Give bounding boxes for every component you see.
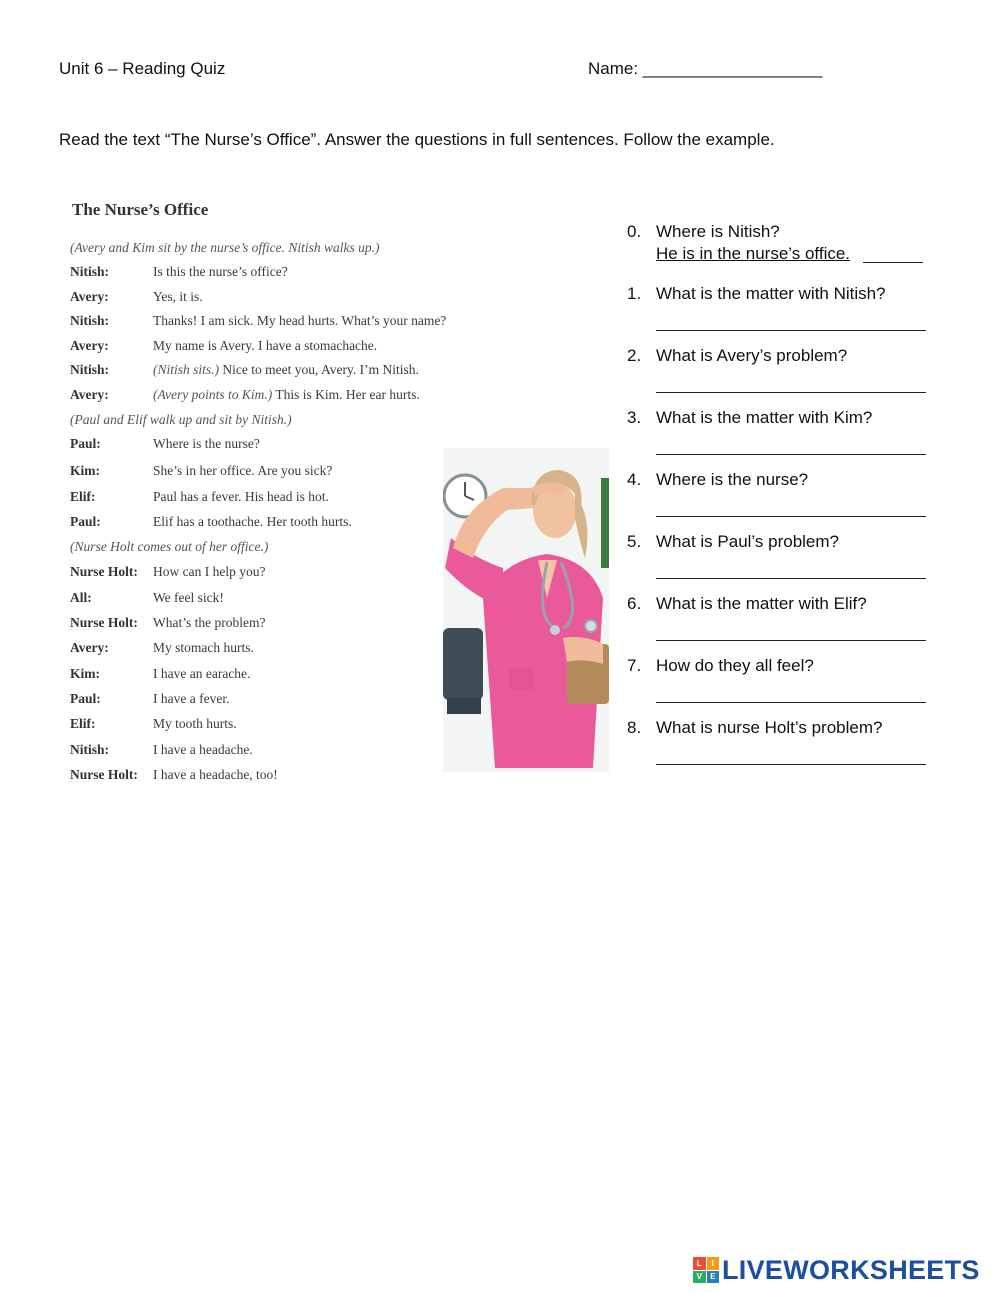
question-text: What is nurse Holt’s problem? [656, 718, 883, 737]
dialog-text [153, 264, 288, 280]
speaker-name: Nurse Holt: [70, 564, 138, 579]
dialog-text [153, 514, 352, 530]
dialog-speech: How can I help you? [153, 564, 266, 579]
example-answer: He is in the nurse’s office. [656, 244, 851, 263]
question-number: 6. [627, 594, 642, 613]
dialog-text [153, 338, 377, 354]
dialog-speech: I have an earache. [153, 666, 251, 681]
logo-mark-letter: V [693, 1271, 706, 1284]
dialog-speech: I have a headache. [153, 742, 253, 757]
dialog-speech: My tooth hurts. [153, 716, 237, 731]
question-number: 1. [627, 284, 642, 303]
story-panel [70, 200, 630, 782]
question-text: What is the matter with Elif? [656, 594, 867, 613]
answer-blank[interactable] [656, 640, 926, 641]
answer-blank[interactable] [656, 702, 926, 703]
dialog-text [153, 640, 254, 656]
dialog-text [153, 362, 419, 378]
speaker-name: Avery: [70, 338, 109, 353]
dialog-speech: I have a fever. [153, 691, 230, 706]
stage-direction-text: (Avery and Kim sit by the nurse’s office. Nitish walks up.) [70, 240, 380, 255]
speaker-name: Nitish: [70, 362, 110, 377]
logo-mark-icon [693, 1257, 719, 1283]
answer-blank[interactable] [656, 764, 926, 765]
speaker-name: Kim: [70, 463, 100, 478]
name-field-label: Name: ___________________ [588, 59, 823, 78]
dialog-text [153, 564, 265, 580]
dialog-speech: Where is the nurse? [153, 436, 260, 451]
instructions: Read the text “The Nurse’s Office”. Answer the questions in full sentences. Follow the example. [59, 130, 775, 149]
speaker-name: Elif: [70, 716, 96, 731]
question-text: What is the matter with Kim? [656, 408, 873, 427]
dialog-text [153, 489, 329, 505]
dialog-speech: Is this the nurse’s office? [153, 264, 288, 279]
logo-mark-letter: L [693, 1257, 706, 1270]
answer-blank[interactable] [656, 516, 926, 517]
dialog-text [153, 436, 260, 452]
question-text: How do they all feel? [656, 656, 814, 675]
speaker-name: Nurse Holt: [70, 767, 138, 782]
dialog-text [153, 590, 224, 606]
question-text: What is Avery’s problem? [656, 346, 848, 365]
stage-direction [70, 412, 292, 428]
question-text: Where is Nitish? [656, 222, 780, 241]
speaker-name: Nitish: [70, 742, 110, 757]
answer-blank[interactable] [656, 454, 926, 455]
stage-direction [70, 240, 379, 256]
dialog-speech: Paul has a fever. His head is hot. [153, 489, 329, 504]
dialog-speech: Nice to meet you, Avery. I’m Nitish. [219, 362, 419, 377]
dialog-text [153, 691, 229, 707]
dialog-text [153, 313, 446, 329]
question-number: 0. [627, 222, 642, 241]
stage-direction [70, 539, 268, 555]
dialog-speech: Thanks! I am sick. My head hurts. What’s your name? [153, 313, 447, 328]
speaker-name: Avery: [70, 640, 109, 655]
speaker-name: Avery: [70, 387, 109, 402]
dialog-text [153, 387, 420, 403]
dialog-text [153, 463, 332, 479]
dialog-speech: This is Kim. Her ear hurts. [272, 387, 420, 402]
answer-underline [863, 262, 923, 263]
dialog-speech: My stomach hurts. [153, 640, 254, 655]
dialog-speech: Elif has a toothache. Her tooth hurts. [153, 514, 352, 529]
speaker-name: All: [70, 590, 92, 605]
speaker-name: Kim: [70, 666, 100, 681]
dialog-text [153, 615, 265, 631]
logo-mark-letter: I [707, 1257, 720, 1270]
speaker-name: Paul: [70, 691, 101, 706]
speaker-name: Paul: [70, 514, 101, 529]
logo-mark-letter: E [707, 1271, 720, 1284]
dialog-speech: I have a headache, too! [153, 767, 278, 782]
stage-direction-text: (Paul and Elif walk up and sit by Nitish.) [70, 412, 292, 427]
dialog-text [153, 289, 203, 305]
dialog-text [153, 716, 237, 732]
speaker-name: Nurse Holt: [70, 615, 138, 630]
question-text: What is Paul’s problem? [656, 532, 839, 551]
dialog-speech: We feel sick! [153, 590, 224, 605]
logo-text: LIVEWORKSHEETS [722, 1254, 980, 1285]
dialog-speech: My name is Avery. I have a stomachache. [153, 338, 378, 353]
worksheet-title: Unit 6 – Reading Quiz [59, 59, 226, 78]
liveworksheets-logo [693, 1255, 980, 1285]
speaker-name: Avery: [70, 289, 109, 304]
speaker-name: Elif: [70, 489, 96, 504]
question-number: 7. [627, 656, 642, 675]
answer-blank[interactable] [656, 392, 926, 393]
question-number: 3. [627, 408, 642, 427]
stage-direction-text: (Nurse Holt comes out of her office.) [70, 539, 269, 554]
question-number: 5. [627, 532, 642, 551]
dialog-speech: She’s in her office. Are you sick? [153, 463, 333, 478]
speaker-name: Nitish: [70, 264, 110, 279]
answer-blank[interactable] [656, 330, 926, 331]
inline-stage-direction: (Avery points to Kim.) [153, 387, 273, 402]
question-text: What is the matter with Nitish? [656, 284, 886, 303]
nurse-illustration [443, 448, 609, 772]
speaker-name: Paul: [70, 436, 101, 451]
dialog-text [153, 767, 278, 783]
dialog-text [153, 666, 250, 682]
dialog-text [153, 742, 253, 758]
answer-blank[interactable] [656, 578, 926, 579]
question-number: 4. [627, 470, 642, 489]
story-title: The Nurse’s Office [72, 200, 209, 219]
dialog-speech: Yes, it is. [153, 289, 203, 304]
inline-stage-direction: (Nitish sits.) [153, 362, 220, 377]
speaker-name: Nitish: [70, 313, 110, 328]
dialog-speech: What’s the problem? [153, 615, 266, 630]
question-text: Where is the nurse? [656, 470, 809, 489]
question-number: 8. [627, 718, 642, 737]
question-number: 2. [627, 346, 642, 365]
nurse-photo [443, 448, 609, 772]
